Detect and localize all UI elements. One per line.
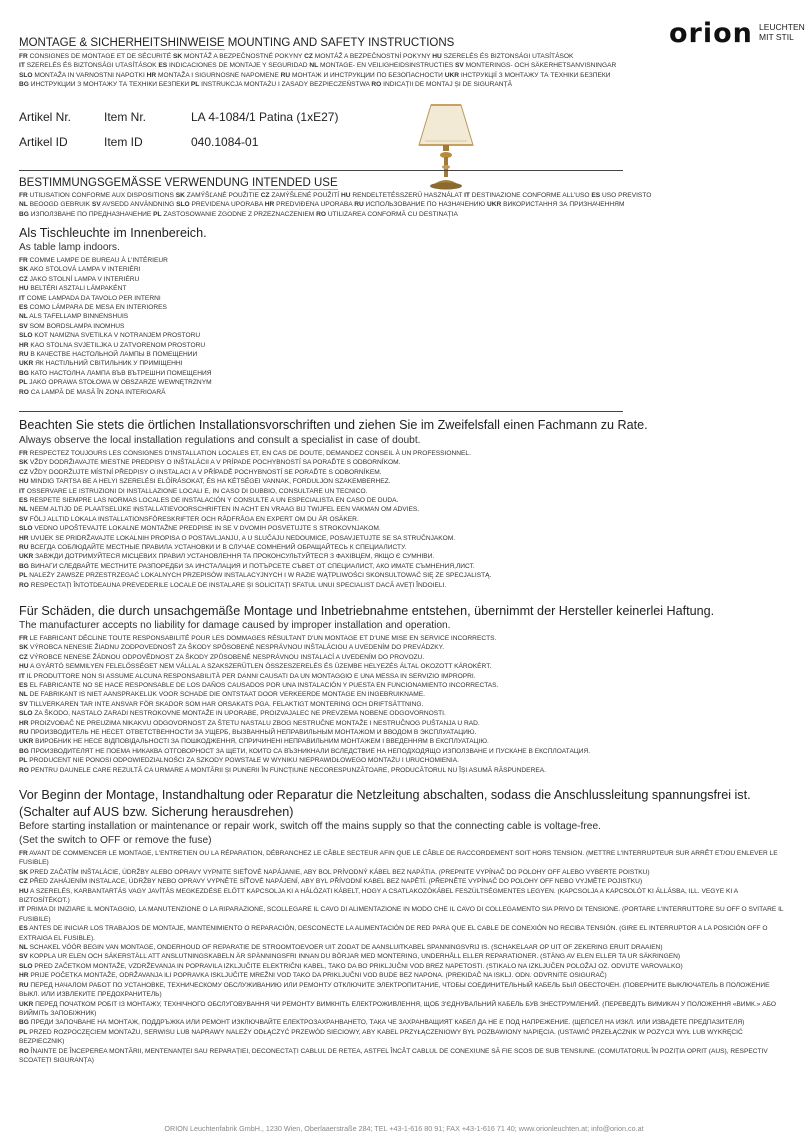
- language-code: SK: [19, 266, 29, 274]
- translation-text: ПРОИЗВОДИТЕЛЬ НЕ НЕСЕТ ОТВЕТСТВЕННОСТИ ЗА УЩЕРБ, ВЫЗВАННЫЙ НЕПРАВИЛЬНЫМ МОНТАЖОМ И ВВОДОМ В ЭКСПЛУАТАЦИЮ.: [28, 729, 477, 737]
- list-item: [19, 524, 789, 533]
- translation-text: ЗАВЖДИ ДОТРИМУЙТЕСЯ МІСЦЕВИХ ПРАВИЛ УСТАНОВЛЕННЯ ТА ПРОКОНСУЛЬТУЙТЕСЯ З ФАХІВЦЕМ, ЯКЩО Є СУМНІВИ.: [33, 553, 435, 561]
- language-code: NL: [19, 313, 28, 321]
- list-item: [19, 562, 789, 571]
- article-id-label-en: Item ID: [104, 135, 143, 149]
- list-item: [19, 662, 789, 671]
- language-code: FR: [19, 53, 28, 60]
- translation-text: MONTAŽA I SIGURNOSNE NAPOMENE: [156, 71, 281, 79]
- translation-text: MONTÁŽ A BEZPEČNOSTNÍ POKYNY: [312, 53, 433, 60]
- table-lamp-illustration: [411, 101, 481, 193]
- translation-line: [19, 210, 779, 219]
- language-code: NL: [19, 691, 28, 699]
- language-code: SV: [19, 322, 28, 330]
- list-item: [19, 571, 789, 580]
- translation-text: COMO LÁMPARA DE MESA EN INTERIORES: [27, 304, 167, 312]
- translation-text: CONSIGNES DE MONTAGE ET DE SÉCURITÉ: [27, 53, 174, 60]
- translation-text: UTILIZAREA CONFORMĂ CU DESTINAȚIA: [326, 210, 458, 218]
- translation-text: ПРОИЗВОДИТЕЛЯТ НЕ ПОЕМА НИКАКВА ОТГОВОРНОСТ ЗА ЩЕТИ, КОИТО СА ВЪЗНИКНАЛИ ВСЛЕДСТВИЕ НА НЕПОДХОДЯЩО ИЗПОЛЗВАНЕ И ПУСКАНЕ В ЕКСПЛОАТАЦИЯ.: [28, 747, 591, 755]
- language-code: IT: [19, 487, 25, 495]
- list-item: [19, 322, 789, 331]
- regulations-translation-list: [19, 449, 789, 590]
- translation-text: ПЕРЕД НАЧАЛОМ РАБОТ ПО УСТАНОВКЕ, ТЕХНИЧЕСКОМУ ОБСЛУЖИВАНИЮ ИЛИ РЕМОНТУ ОТКЛЮЧИТЕ ЭЛЕКТРОПИТАНИЕ, ЧТОБЫ СОЕДИНИТЕЛЬНЫЙ КАБЕЛЬ БЫЛ ОБЕСТОЧЕН. (ПОВЕРНИТЕ ВЫКЛЮЧАТЕЛЬ В ПОЛОЖЕНИЕ ВЫКЛ. ИЛИ ИЗВЛЕКИТЕ ПРЕДОХРАНИТЕЛЬ): [19, 981, 770, 999]
- translation-text: IL PRODUTTORE NON SI ASSUME ALCUNA RESPONSABILITÀ PER DANNI CAUSATI DA UN MONTAGGIO E UNA MESSA IN SERVIZIO IMPROPRI.: [24, 672, 476, 680]
- list-item: [19, 505, 789, 514]
- regulations-heading-en: Always observe the local installation regulations and consult a specialist in case of doubt.: [19, 435, 421, 446]
- language-code: FR: [19, 192, 28, 199]
- language-code: RO: [19, 1047, 29, 1055]
- language-code: RU: [19, 351, 29, 359]
- translation-text: MONTAGE- EN VEILIGHEIDSINSTRUCTIES: [318, 62, 456, 70]
- translation-text: DE FABRIKANT IS NIET AANSPRAKELIJK VOOR SCHADE DIE ONTSTAAT DOOR VERKEERDE MONTAGE EN INGEBRUIKNAME.: [27, 691, 425, 699]
- language-code: CZ: [19, 878, 28, 886]
- language-code: UKR: [444, 71, 459, 79]
- translation-text: PRIMA DI INIZIARE IL MONTAGGIO, LA MANUTENZIONE O LA RIPARAZIONE, SCOLLEGARE IL CAVO DI ALIMENTAZIONE IN MODO CHE IL CAVO DI COLLEGAMENTO SIA PRIVO DI TENSIONE. (PORTARE L'INTERRUTTORE SU OFF O SVITARE IL FUSIBILE): [19, 906, 784, 923]
- translation-text: PRIJE POČETKA MONTAŽE, ODRŽAVANJA ILI POPRAVKA ISKLJUČITE MREŽNI VOD TAKO DA PRIKLJUČNI VOD BUDE BEZ NAPONA. (PREKIDAČ NA ISKLJ. ODN. ODVRNITE OSIGURAČ): [28, 972, 607, 980]
- language-code: SV: [455, 62, 464, 70]
- list-item: [19, 868, 789, 877]
- list-item: [19, 924, 789, 943]
- list-item: [19, 496, 789, 505]
- logo-tagline: LEUCHTEN MIT STIL: [759, 22, 805, 42]
- power-heading-en-note: (Set the switch to OFF or remove the fuse): [19, 835, 212, 846]
- language-code: UKR: [19, 360, 34, 368]
- language-code: UKR: [19, 553, 34, 561]
- language-code: ES: [19, 497, 28, 505]
- language-code: HR: [19, 972, 29, 980]
- translation-text: AKO STOLOVÁ LAMPA V INTERIÉRI: [28, 266, 141, 274]
- translation-text: KOT NAMIZNA SVETILKA V NOTRANJEM PROSTORU: [32, 332, 201, 340]
- language-code: HU: [432, 53, 442, 60]
- translation-text: AVSEDD ANVÄNDNING: [100, 201, 177, 209]
- language-code: SV: [19, 700, 28, 708]
- list-item: [19, 943, 789, 952]
- translation-text: RESPECTAȚI ÎNTOTDEAUNA PREVEDERILE LOCALE DE INSTALARE ȘI SOLICITAȚI SFATUL UNUI SPECIALIST DACĂ AVEȚI ÎNDOIELI.: [28, 581, 447, 589]
- language-code: NL: [19, 944, 28, 952]
- language-code: RO: [19, 388, 29, 396]
- list-item: [19, 728, 789, 737]
- list-item: [19, 369, 789, 378]
- article-nr-label-en: Item Nr.: [104, 110, 147, 124]
- translation-text: COME LAMPADA DA TAVOLO PER INTERNI: [24, 294, 161, 302]
- translation-text: ZASTOSOWANIE ZGODNE Z PRZEZNACZENIEM: [161, 210, 317, 218]
- liability-translation-list: [19, 634, 789, 775]
- language-code: RU: [354, 201, 364, 209]
- language-code: HR: [19, 341, 29, 349]
- language-code: ES: [158, 62, 168, 70]
- language-code: PL: [19, 757, 28, 765]
- language-code: RU: [19, 729, 29, 737]
- language-code: UKR: [486, 201, 502, 209]
- translation-text: ZAMÝŠĽANÉ POUŽITIE: [184, 192, 261, 199]
- translation-text: SZERELÉS ÉS BIZTONSÁGI UTASÍTÁSOK: [441, 53, 574, 60]
- language-code: SK: [175, 192, 185, 199]
- list-item: [19, 265, 789, 274]
- list-item: [19, 766, 789, 775]
- list-item: [19, 737, 789, 746]
- list-item: [19, 515, 789, 524]
- language-code: SK: [19, 644, 29, 652]
- language-code: BG: [19, 1019, 29, 1027]
- power-heading-de-note: (Schalter auf AUS bzw. Sicherung herausdrehen): [19, 805, 294, 819]
- article-nr-label-de: Artikel Nr.: [19, 110, 72, 124]
- translation-text: ZA ŠKODO, NASTALO ZARADI NESTROKOVNE MONTAŽE IN UPORABE, PROIZVAJALEC NE PREVZEMA NOBENE ODGOVORNOSTI.: [32, 710, 446, 718]
- list-item: [19, 458, 789, 467]
- translation-text: A SZERELÉS, KARBANTARTÁS VAGY JAVÍTÁS MEGKEZDÉSE ELŐTT KAPCSOLJA KI A HÁLÓZATI KÁBELT, HOGY A CSATLAKOZÓKÁBEL FESZÜLTSÉGMENTES LEGYEN. (KAPCSOLJA A KAPCSOLÓT KI ÁLLÁSBA, ILL. VEGYE KI A BIZTOSÍTÉKOT.): [19, 887, 738, 905]
- language-code: SV: [91, 201, 101, 209]
- language-code: NL: [19, 201, 28, 209]
- language-code: SV: [19, 515, 28, 523]
- translation-text: PRZED ROZPOCZĘCIEM MONTAŻU, SERWISU LUB NAPRAWY NALEŻY ODŁĄCZYĆ PRZEWÓD SIECIOWY, ABY KABEL PRZYŁĄCZENIOWY BYŁ POZBAWIONY NAPIĘCIA. (USTAWIĆ PRZEŁĄCZNIK W POZYCJI WYŁ LUB WYKRĘCIĆ BEZPIECZNIK): [19, 1028, 743, 1046]
- section-divider: [19, 411, 623, 412]
- language-code: PL: [19, 572, 28, 580]
- list-item: [19, 849, 789, 868]
- usage-heading-de: Als Tischleuchte im Innenbereich.: [19, 226, 207, 240]
- translation-line: [19, 80, 779, 89]
- list-item: [19, 303, 789, 312]
- translation-text: LE FABRICANT DÉCLINE TOUTE RESPONSABILITÉ POUR LES DOMMAGES RÉSULTANT D'UN MONTAGE ET D'UNE MISE EN SERVICE INCORRECTS.: [27, 635, 497, 642]
- language-code: PL: [190, 81, 200, 89]
- company-footer: ORION Leuchtenfabrik GmbH., 1230 Wien, Oberlaaerstraße 284; TEL +43-1-616 80 91; FAX +43-1-616 71 40; www.orionleuchten.at; info@orion.co.at: [164, 1124, 644, 1133]
- list-item: [19, 952, 789, 961]
- language-code: BG: [19, 747, 29, 755]
- language-code: UKR: [19, 738, 34, 746]
- language-code: PL: [153, 210, 162, 218]
- language-code: PL: [19, 379, 28, 387]
- translation-text: ВИНАГИ СЛЕДВАЙТЕ МЕСТНИТЕ РАЗПОРЕДБИ ЗА ИНСТАЛАЦИЯ И ПОТЪРСЕТЕ СЪВЕТ ОТ СПЕЦИАЛИСТ, АКО ИМАТЕ СЪМНЕНИЯ,ЛИСТ.: [28, 562, 475, 570]
- language-code: CZ: [19, 468, 28, 476]
- language-code: BG: [19, 210, 29, 218]
- list-item: [19, 971, 789, 980]
- language-code: ES: [19, 304, 28, 312]
- list-item: [19, 543, 789, 552]
- list-item: [19, 350, 789, 359]
- translation-text: TILLVERKAREN TAR INTE ANSVAR FÖR SKADOR SOM HAR ORSAKATS PGA. FELAKTIGT MONTERING OCH DRIFTSÄTTNING.: [27, 700, 424, 708]
- language-code: HU: [19, 887, 29, 895]
- translation-text: FÖLJ ALLTID LOKALA INSTALLATIONSFÖRESKRIFTER OCH RÅDFRÅGA EN EXPERT OM DU ÄR OSÄKER.: [27, 515, 359, 523]
- translation-text: DESTINAZIONE CONFORME ALL'USO: [469, 192, 592, 199]
- translation-text: VÝROBCA NENESIE ŽIADNU ZODPOVEDNOSŤ ZA ŠKODY SPÔSOBENÉ NESPRÁVNOU INŠTALÁCIOU A UVEDENÍM DO PREVÁDZKY.: [28, 644, 445, 652]
- translation-text: SZERELÉS ÉS BIZTONSÁGI UTASÍTÁSOK: [24, 62, 159, 70]
- language-code: RO: [371, 81, 382, 89]
- translation-text: JAKO OPRAWA STOŁOWA W OBSZARZE WEWNĘTRZNYM: [27, 379, 212, 387]
- regulations-heading-de: Beachten Sie stets die örtlichen Installationsvorschriften und ziehen Sie im Zweifelsfall einen Fachmann zu Rate.: [19, 418, 648, 432]
- translation-text: SCHAKEL VÓÓR BEGIN VAN MONTAGE, ONDERHOUD OF REPARATIE DE STROOMTOEVOER UIT ZODAT DE AANSLUITKABEL SPANNINGSVRIJ IS. (SCHAKELAAR OP UIT OF ZEKERING ERUIT DRAAIEN): [27, 944, 663, 952]
- language-code: NL: [309, 62, 319, 70]
- language-code: RU: [19, 981, 29, 989]
- list-item: [19, 256, 789, 265]
- language-code: SK: [173, 53, 183, 60]
- power-heading-en: Before starting installation or maintenance or repair work, switch off the mains supply so that the connecting cable is voltage-free.: [19, 821, 601, 832]
- translation-text: INDICAȚII DE MONTAJ ȘI DE SIGURANȚĂ: [381, 81, 512, 89]
- list-item: [19, 449, 789, 458]
- language-code: CZ: [304, 53, 313, 60]
- translation-text: PŘED ZAHÁJENÍM INSTALACE, ÚDRŽBY NEBO OPRAVY VYPNĚTE SÍŤOVÉ NAPÁJENÍ, ABY BYL PŘÍVODNÍ KABEL BEZ NAPĚTÍ. (PŘEPNĚTE VYPÍNAČ DO POLOHY OFF NEBO VYJMĚTE POJISTKU): [27, 878, 643, 886]
- language-code: HR: [19, 719, 29, 727]
- language-code: RO: [19, 581, 29, 589]
- translation-text: INDICACIONES DE MONTAJE Y SEGURIDAD: [167, 62, 310, 70]
- translation-text: RESPECTEZ TOUJOURS LES CONSIGNES D'INSTALLATION LOCALES ET, EN CAS DE DOUTE, DEMANDEZ CONSEIL À UN PROFESSIONNEL.: [27, 450, 471, 457]
- list-item: [19, 962, 789, 971]
- language-code: SLO: [19, 710, 33, 718]
- translation-line: [19, 71, 779, 80]
- language-code: CZ: [19, 653, 28, 661]
- language-code: IT: [19, 294, 25, 302]
- intended-use-translations: [19, 191, 779, 219]
- translation-text: CA LAMPĂ DE MASĂ ÎN ZONA INTERIOARĂ: [28, 388, 166, 396]
- list-item: [19, 1000, 789, 1019]
- language-code: HU: [19, 478, 29, 486]
- translation-text: USO PREVISTO: [600, 192, 652, 199]
- translation-text: ПЕРЕД ПОЧАТКОМ РОБІТ ІЗ МОНТАЖУ, ТЕХНІЧНОГО ОБСЛУГОВУВАННЯ ЧИ РЕМОНТУ ВИМКНІТЬ ЕЛЕКТРОЖИВЛЕННЯ, ЩОБ З'ЄДНУВАЛЬНИЙ КАБЕЛЬ БУВ ЗНЕСТРУМЛЕНИЙ. (ПЕРЕВЕДІТЬ ВИМИКАЧ У ПОЛОЖЕННЯ «ВИМК.» АБО ВИЙМІТЬ ЗАПОБІЖНИК): [19, 1000, 776, 1017]
- translation-text: MONTERINGS- OCH SÄKERHETSANVISNINGAR: [463, 62, 617, 70]
- translation-text: NEEM ALTIJD DE PLAATSELIJKE INSTALLATIEVOORSCHRIFTEN IN ACHT EN VRAAG BIJ TWIJFEL EEN VAKMAN OM ADVIES.: [27, 506, 420, 514]
- translation-text: VŽDY DODRŽIAVAJTE MIESTNE PREDPISY O INŠTALÁCII A V PRÍPADE POCHYBNOSTÍ SA PORAĎTE S ODBORNÍKOM.: [28, 459, 401, 467]
- language-code: HU: [19, 663, 29, 671]
- translation-text: ANTES DE INICIAR LOS TRABAJOS DE MONTAJE, MANTENIMIENTO O REPARACIÓN, DESCONECTE LA ALIMENTACIÓN DE RED PARA QUE EL CABLE DE CONEXIÓN NO RECIBA TENSIÓN. (GIRE EL INTERRUPTOR A LA POSICIÓN OFF O EXTRAIGA EL FUSIBLE).: [19, 925, 768, 942]
- translation-text: BELTÉRI ASZTALI LÁMPAKÉNT: [28, 285, 127, 293]
- translation-text: ИСПОЛЬЗОВАНИЕ ПО НАЗНАЧЕНИЮ: [363, 201, 487, 209]
- language-code: SV: [19, 953, 28, 961]
- list-item: [19, 552, 789, 561]
- translation-text: BEOOGD GEBRUIK: [27, 201, 92, 209]
- translation-text: VŽDY DODRŽUJTE MÍSTNÍ PŘEDPISY O INSTALACI A V PŘÍPADĚ POCHYBNOSTÍ SE PORAĎTE S ODBORNÍKEM.: [27, 468, 382, 476]
- language-code: IT: [464, 192, 470, 199]
- list-item: [19, 1028, 789, 1047]
- language-code: FR: [19, 450, 28, 457]
- language-code: FR: [19, 850, 28, 857]
- language-code: SLO: [19, 332, 33, 340]
- translation-text: KOPPLA UR ELEN OCH SÄKERSTÄLL ATT ANSLUTNINGSKABELN ÄR SPÄNNINGSFRI INNAN DU BÖRJAR MED MONTERING, UNDERHÅLL ELLER REPARATIONER. (STÄNG AV ELEN ELLER TA UR SÄKRINGEN): [27, 953, 681, 961]
- liability-heading-en: The manufacturer accepts no liability for damage caused by improper installation and operation.: [19, 620, 451, 631]
- language-code: SLO: [19, 962, 33, 970]
- list-item: [19, 877, 789, 886]
- translation-text: EL FABRICANTE NO SE HACE RESPONSABLE DE LOS DAÑOS CAUSADOS POR UNA INSTALACIÓN Y PUESTA EN FUNCIONAMIENTO INCORRECTAS.: [27, 682, 499, 690]
- language-code: IT: [19, 906, 25, 914]
- list-item: [19, 294, 789, 303]
- language-code: HR: [19, 534, 29, 542]
- translation-text: MINDIG TARTSA BE A HELYI SZERELÉSI ELŐÍRÁSOKAT, ÉS HA KÉTSÉGEI VANNAK, FORDULJON SZAKEMBERHEZ.: [28, 478, 391, 486]
- intended-use-title: BESTIMMUNGSGEMÄSSE VERWENDUNG INTENDED USE: [19, 177, 338, 189]
- logo-wordmark: orion: [669, 18, 753, 49]
- list-item: [19, 709, 789, 718]
- list-item: [19, 341, 789, 350]
- translation-text: VEDNO UPOŠTEVAJTE LOKALNE MONTAŽNE PREDPISE IN SE V DVOMIH POSVETUJTE S STROKOVNJAKOM.: [32, 525, 381, 533]
- translation-line: [19, 52, 779, 61]
- language-code: SLO: [19, 71, 33, 79]
- language-code: BG: [19, 81, 29, 89]
- translation-line: [19, 200, 779, 209]
- list-item: [19, 905, 789, 924]
- translation-text: KAO STOLNA SVJETILJKA U ZATVORENOM PROSTORU: [28, 341, 206, 349]
- translation-text: UVIJEK SE PRIDRŽAVAJTE LOKALNIH PROPISA O POSTAVLJANJU, A U SLUČAJU NEDOUMICE, POSAVJETUJTE SE SA STRUČNJAKOM.: [28, 534, 456, 542]
- translation-text: ИНСТРУКЦИИ З МОНТАЖУ ТА ТЕХНІКИ БЕЗПЕКИ: [28, 81, 191, 89]
- language-code: RU: [280, 71, 291, 79]
- list-item: [19, 887, 789, 906]
- language-code: SK: [19, 868, 29, 876]
- translation-text: МОНТАЖ И ИНСТРУКЦИИ ПО БЕЗОПАСНОСТИ: [290, 71, 445, 79]
- translation-text: COMME LAMPE DE BUREAU À L'INTÉRIEUR: [27, 257, 168, 264]
- language-code: IT: [19, 62, 25, 70]
- translation-text: A GYÁRTÓ SEMMILYEN FELELŐSSÉGET NEM VÁLLAL A SZAKSZERŰTLEN ÖSSZESZERELÉS ÉS ÜZEMBE HELYEZÉS ÁLTAL OKOZOTT KÁROKÉRT.: [28, 663, 492, 671]
- translation-text: PRODUCENT NIE PONOSI ODPOWIEDZIALNOŚCI ZA SZKODY POWSTAŁE W WYNIKU NIEPRAWIDŁOWEGO MONTAŻU I URUCHOMIENIA.: [27, 757, 459, 765]
- translation-text: ZAMÝŠLENÉ POUŽITÍ: [269, 192, 341, 199]
- list-item: [19, 284, 789, 293]
- language-code: RU: [19, 544, 29, 552]
- translation-text: ALS TAFELLAMP BINNENSHUIS: [27, 313, 129, 321]
- list-item: [19, 581, 789, 590]
- list-item: [19, 477, 789, 486]
- list-item: [19, 690, 789, 699]
- power-heading-de: Vor Beginn der Montage, Instandhaltung oder Reparatur die Netzleitung abschalten, sodass die Anschlussleitung spannungsfrei ist.: [19, 788, 751, 802]
- usage-heading-en: As table lamp indoors.: [19, 242, 120, 253]
- list-item: [19, 981, 789, 1000]
- list-item: [19, 643, 789, 652]
- translation-text: VÝROBCE NENESE ŽÁDNOU ODPOVĚDNOST ZA ŠKODY ZPŮSOBENÉ NESPRÁVNOU INSTALACÍ A UVEDENÍM DO PROVOZU.: [27, 653, 425, 661]
- language-code: BG: [19, 369, 29, 377]
- usage-translation-list: [19, 256, 789, 397]
- language-code: RO: [19, 766, 29, 774]
- language-code: HU: [19, 285, 29, 293]
- list-item: [19, 634, 789, 643]
- translation-text: ВСЕГДА СОБЛЮДАЙТЕ МЕСТНЫЕ ПРАВИЛА УСТАНОВКИ И В СЛУЧАЕ СОМНЕНИЙ ОБРАЩАЙТЕСЬ К СПЕЦИАЛИСТУ.: [28, 544, 407, 552]
- translation-text: ИЗПОЛЗВАНЕ ПО ПРЕДНАЗНАЧЕНИЕ: [28, 210, 154, 218]
- translation-text: PRED ZAČATÍM INŠTALÁCIE, ÚDRŽBY ALEBO OPRAVY VYPNITE SIEŤOVÉ NAPÁJANIE, ABY BOL PRÍVODNÝ KÁBEL BEZ NAPÄTIA. (PREPNITE VYPÍNAČ DO POLOHY OFF ALEBO VYBERTE POISTKU): [28, 868, 650, 876]
- translation-line: [19, 61, 779, 70]
- list-item: [19, 756, 789, 765]
- translation-text: PREDVIĐENA UPORABA: [274, 201, 355, 209]
- language-code: BG: [19, 562, 29, 570]
- power-translation-list: [19, 849, 789, 1065]
- liability-heading-de: Für Schäden, die durch unsachgemäße Montage und Inbetriebnahme entstehen, übernimmt der Hersteller keinerlei Haftung.: [19, 604, 715, 618]
- translation-text: ВИКОРИСТАННЯ ЗА ПРИЗНАЧЕННЯМ: [501, 201, 625, 209]
- language-code: PL: [19, 1028, 28, 1036]
- article-id-label-de: Artikel ID: [19, 135, 68, 149]
- translation-text: PENTRU DAUNELE CARE REZULTĂ CA URMARE A MONTĂRII ȘI PUNERII ÎN FUNCȚIUNE NECORESPUNZĂTOARE, PRODUCĂTORUL NU ÎȘI ASUMĂ RĂSPUNDEREA.: [28, 766, 546, 774]
- language-code: HR: [146, 71, 157, 79]
- list-item: [19, 487, 789, 496]
- translation-text: ЯК НАСТІЛЬНИЙ СВІТИЛЬНИК У ПРИМІЩЕННІ: [33, 360, 183, 368]
- translation-text: PREVIDENA UPORABA: [189, 201, 265, 209]
- translation-text: OSSERVARE LE ISTRUZIONI DI INSTALLAZIONE LOCALI E, IN CASO DI DUBBIO, CONSULTARE UN TECNICO.: [24, 487, 368, 495]
- list-item: [19, 534, 789, 543]
- list-item: [19, 700, 789, 709]
- list-item: [19, 388, 789, 397]
- list-item: [19, 359, 789, 368]
- translation-text: ВИРОБНИК НЕ НЕСЕ ВІДПОВІДАЛЬНОСТІ ЗА ПОШКОДЖЕННЯ, СПРИЧИНЕНІ НЕПРАВИЛЬНИМ МОНТАЖЕМ І ВВЕДЕННЯМ В ЕКСПЛУАТАЦІЮ.: [33, 738, 489, 746]
- translation-text: PRED ZAČETKOM MONTAŽE, VZDRŽEVANJA IN POPRAVILA IZKLJUČITE ELEKTRIČNI KABEL, TAKO DA BO PRIKLJUČNI VOD BREZ NAPETOSTI. (STIKALO NA IZKLJUČEN POLOŽAJ OZ. ODVIJTE VAROVALKO): [32, 962, 683, 970]
- list-item: [19, 1047, 789, 1066]
- list-item: [19, 468, 789, 477]
- language-code: ES: [19, 925, 28, 933]
- translation-text: UTILISATION CONFORME AUX DISPOSITIONS: [27, 192, 176, 199]
- translation-text: SOM BORDSLAMPA INOMHUS: [27, 322, 125, 330]
- translation-text: PROIZVOĐAČ NE PREUZIMA NIKAKVU ODGOVORNOST ZA ŠTETU NASTALU ZBOG NESTRUČNE MONTAŽE I NESTRUČNOG PUŠTANJA U RAD.: [28, 719, 480, 727]
- language-code: SK: [19, 459, 29, 467]
- article-id-value: 040.1084-01: [191, 135, 259, 149]
- language-code: RO: [316, 210, 326, 218]
- language-code: SLO: [19, 525, 33, 533]
- list-item: [19, 672, 789, 681]
- translation-text: RESPETE SIEMPRE LAS NORMAS LOCALES DE INSTALACIÓN Y CONSULTE A UN ESPECIALISTA EN CASO DE DUDA.: [27, 497, 399, 505]
- language-code: HR: [264, 201, 275, 209]
- translation-text: NALEŻY ZAWSZE PRZESTRZEGAĆ LOKALNYCH PRZEPISÓW INSTALACYJNYCH I W RAZIE WĄTPLIWOŚCI SKONSULTOWAĆ SIĘ ZE SPECJALISTĄ.: [27, 572, 492, 580]
- language-code: FR: [19, 257, 28, 264]
- language-code: CZ: [260, 192, 270, 199]
- list-item: [19, 331, 789, 340]
- translation-text: ÎNAINTE DE ÎNCEPEREA MONTĂRII, MENTENANȚEI SAU REPARAȚIEI, DECONECTAȚI CABLUL DE RETEA, ASTFEL ÎNCÂT CABLUL DE CONEXIUNE SĂ FIE SCOS DE SUB TENSIUNE. (COMUTATORUL ÎN POZIȚIA OPRIT (AUS), RESPECTIV SCOATEȚI SIGURANȚA): [19, 1047, 768, 1064]
- title-translations: [19, 52, 779, 90]
- language-code: ES: [591, 192, 601, 199]
- list-item: [19, 378, 789, 387]
- article-nr-value: LA 4-1084/1 Patina (1xE27): [191, 110, 339, 124]
- section-divider: [19, 170, 623, 171]
- translation-text: INSTRUKCJA MONTAŻU I ZASADY BEZPIECZEŃSTWA: [199, 81, 372, 89]
- list-item: [19, 719, 789, 728]
- list-item: [19, 312, 789, 321]
- language-code: HU: [340, 192, 351, 199]
- list-item: [19, 747, 789, 756]
- list-item: [19, 275, 789, 284]
- translation-text: В КАЧЕСТВЕ НАСТОЛЬНОЙ ЛАМПЫ В ПОМЕЩЕНИИ: [28, 351, 198, 359]
- translation-text: MONTÁŽ A BEZPEČNOSTNÉ POKYNY: [182, 53, 305, 60]
- translation-text: ПРЕДИ ЗАПОЧВАНЕ НА МОНТАЖ, ПОДДРЪЖКА ИЛИ РЕМОНТ ИЗКЛЮЧВАЙТЕ ЕЛЕКТРОЗАХРАНВАНЕТО, ТАКА ЧЕ ЗАХРАНВАЩИЯТ КАБЕЛ ДА НЕ Е ПОД НАПРЕЖЕНИЕ. (ЩЕПСЕЛ НА ИЗКЛ. ИЛИ ИЗВАДЕТЕ ПРЕДПАЗИТЕЛЯ): [28, 1019, 745, 1027]
- list-item: [19, 681, 789, 690]
- translation-text: AVANT DE COMMENCER LE MONTAGE, L'ENTRETIEN OU LA RÉPARATION, DÉBRANCHEZ LE CÂBLE SECTEUR AFIN QUE LE CÂBLE DE RACCORDEMENT SOIT HORS TENSION. (METTRE L'INTERRUPTEUR SUR ARRÊT ET/OU ENLEVER LE FUSIBLE): [19, 850, 778, 867]
- list-item: [19, 1018, 789, 1027]
- language-code: UKR: [19, 1000, 34, 1008]
- language-code: ES: [19, 682, 28, 690]
- translation-text: RENDELTETÉSSZERŰ HASZNÁLAT: [350, 192, 465, 199]
- orion-logo: [669, 18, 808, 49]
- translation-text: ІНСТРУКЦІЇ З МОНТАЖУ ТА ТЕХНІКИ БЕЗПЕКИ: [459, 71, 611, 79]
- list-item: [19, 653, 789, 662]
- language-code: SLO: [176, 201, 190, 209]
- language-code: FR: [19, 635, 28, 642]
- translation-text: MONTAŽA IN VARNOSTNI NAPOTKI: [32, 71, 147, 79]
- language-code: NL: [19, 506, 28, 514]
- translation-line: [19, 191, 779, 200]
- language-code: IT: [19, 672, 25, 680]
- language-code: CZ: [19, 275, 28, 283]
- translation-text: КАТО НАСТОЛНА ЛАМПА ВЪВ ВЪТРЕШНИ ПОМЕЩЕНИЯ: [28, 369, 212, 377]
- page-title: MONTAGE & SICHERHEITSHINWEISE MOUNTING AND SAFETY INSTRUCTIONS: [19, 37, 455, 49]
- translation-text: JAKO STOLNÍ LAMPA V INTERIÉRU: [27, 275, 140, 283]
